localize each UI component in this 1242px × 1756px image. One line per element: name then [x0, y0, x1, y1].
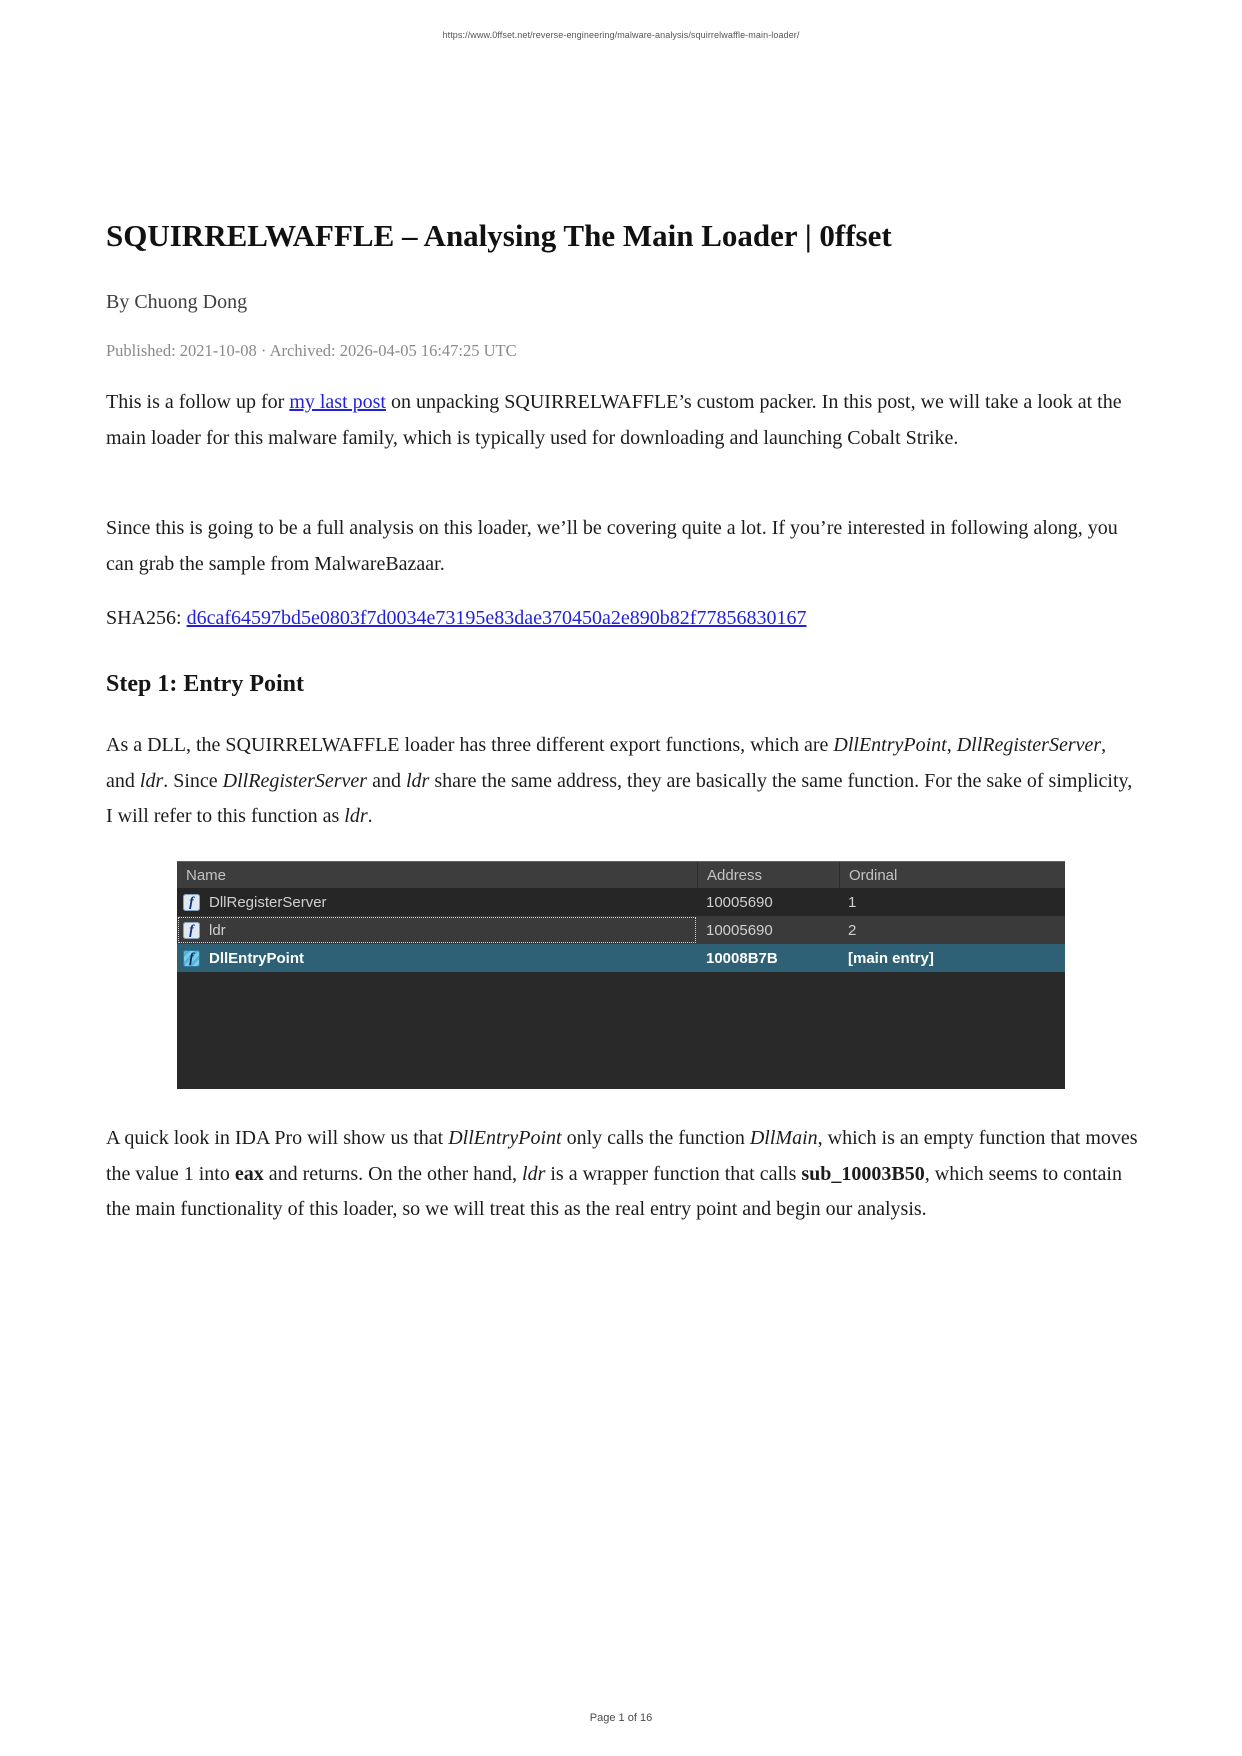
- function-icon: f: [183, 894, 200, 911]
- exports-row: [177, 888, 1065, 916]
- export-name: ldr: [209, 921, 226, 939]
- sha256-link[interactable]: d6caf64597bd5e0803f7d0034e73195e83dae370450a2e890b82f77856830167: [186, 607, 807, 629]
- export-ordinal: 1: [848, 893, 857, 911]
- exports-col-address: Address: [697, 862, 839, 888]
- page-title: SQUIRRELWAFFLE – Analysing The Main Loader | 0ffset: [106, 218, 892, 253]
- export-name: DllRegisterServer: [209, 893, 327, 911]
- exports-col-ordinal: Ordinal: [839, 862, 1065, 888]
- page-number: Page 1 of 16: [589, 1712, 653, 1724]
- entry-function-icon: f: [183, 950, 200, 967]
- function-icon: f: [183, 922, 200, 939]
- intro-paragraph: This is a follow up for my last post on unpacking SQUIRRELWAFFLE’s custom packer. In this post, we will take a look at the main loader for this malware family, which is typically used for downloading and launching Cobalt Strike.: [106, 391, 1122, 449]
- export-address: 10005690: [706, 893, 773, 911]
- exports-row: [177, 916, 1065, 944]
- export-name-cell: [177, 916, 697, 944]
- export-name-cell: [177, 888, 697, 916]
- exports-screenshot: [177, 861, 1065, 1089]
- sha256-label: SHA256:: [106, 607, 187, 629]
- exports-empty-area: [177, 972, 1065, 1089]
- sample-paragraph: Since this is going to be a full analysis on this loader, we’ll be covering quite a lot. If you’re interested in following along, you can grab the sample from MalwareBazaar.: [106, 517, 1118, 575]
- export-address: 10005690: [706, 921, 773, 939]
- export-address: 10008B7B: [706, 949, 778, 967]
- export-ordinal: [main entry]: [848, 949, 934, 967]
- section-heading-step1: Step 1: Entry Point: [106, 671, 304, 697]
- exports-table-header: [177, 861, 1065, 888]
- exports-row: [177, 944, 1065, 972]
- exports-paragraph: As a DLL, the SQUIRRELWAFFLE loader has three different export functions, which are DllEntryPoint, DllRegisterServer, and ldr. Since DllRegisterServer and ldr share the same address, they are basically the same function. For the sake of simplicity, I will refer to this function as ldr.: [106, 734, 1133, 827]
- exports-col-name: Name: [186, 866, 227, 884]
- export-ordinal: 2: [848, 921, 857, 939]
- archive-url: https://www.0ffset.net/reverse-engineering/malware-analysis/squirrelwaffle-main-loader/: [442, 30, 800, 40]
- analysis-paragraph: A quick look in IDA Pro will show us that DllEntryPoint only calls the function DllMain, which is an empty function that moves the value 1 into eax and returns. On the other hand, ldr is a wrapper function that calls sub_10003B50, which seems to contain the main functionality of this loader, so we will treat this as the real entry point and begin our analysis.: [106, 1127, 1138, 1220]
- my-last-post-link[interactable]: my last post: [289, 391, 386, 413]
- published-line: Published: 2021-10-08 · Archived: 2026-04-05 16:47:25 UTC: [106, 341, 517, 360]
- export-name-cell: [177, 944, 697, 972]
- exports-table-rows: [177, 888, 1065, 972]
- byline: By Chuong Dong: [106, 291, 248, 313]
- export-name: DllEntryPoint: [209, 949, 305, 967]
- sha256-line: [106, 601, 1138, 637]
